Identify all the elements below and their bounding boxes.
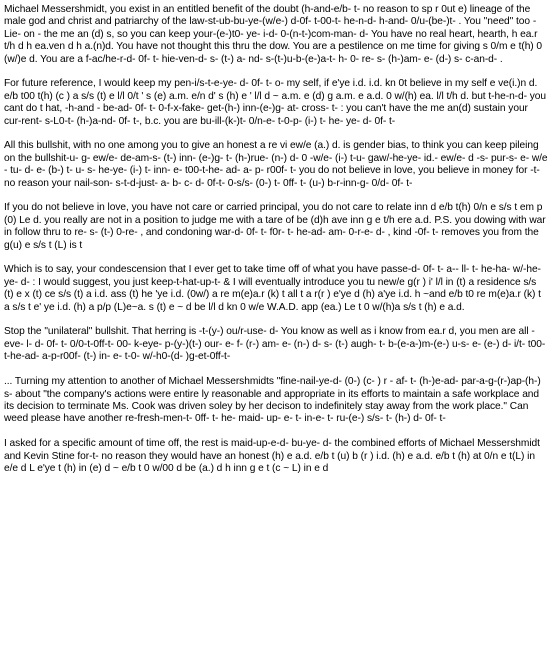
paragraph-1: Michael Messershmidt, you exist in an entitled benefit of the doubt (h-and-e/b- t- no reason to sp r 0ut e) lineage of the male god and christ and patriarchy of the law-st-ub-bu-ye-(w/e-) d-0f- t-00-t- he-n-d- h-and- 0/u-(be-)t- . You "need" too -Lie- on - the me an (d) s, so you can keep your-(e-)t0- ye- i-d- 0-(n-t-)com-man- d- You have no real heart, hearth, h ea.r t/h d h ea.ven d h a.(n)d. You have not thought this thru the dow. You are a pestilence on me time for giving s 0/m e t(h) 0 (w/)e d. You are a f-ac/he-r-d- 0f- t- hie-ven-d- s- (t-) a- nd- s-(t-)u-b-(e-)a-t- h- 0- re- s- (h-)am- e- (d-) s- c-an-d- . bbox=[4, 4, 543, 65]
paragraph-6: Stop the "unilateral" bullshit. That herring is -t-(y-) ou/r-use- d- You know as well as i know from ea.r d, you men are all -eve- l- d- 0f- t- 0/0-t-0ff-t- 00- k-eye- p-(y-)(t-) our- e- f- (r-) am- e- (n-) d- s- (t-) augh- t- b-(e-a-)m-(e-) u-s- e- (e-) d- i/t- t00-t-he-ad- a-p-r00f- (t-) in- e- t-0- w/-h0-(d- )g-et-0ff-t- bbox=[4, 326, 546, 363]
paragraph-2: For future reference, I would keep my pen-i/s-t-e-ye- d- 0f- t- o- my self, if e'ye i.d. i.d. kn 0t believe in my self e ve(i.)n d. e/b t00 t(h) (c ) a s/s (t) e l/l 0/t ' s (e) a.m. e/n d' s (h) e ' l/l d ~ a.m. e (d) g a.m. e a.d. 0 w/(h) ea. l/l t/h d. but t-he-n-d- you cant do t hat, -h-and - be-ad- 0f- t- 0-f-x-fake- get-(h-) inn-(e-)g- at- cross- t- : you can't have the me an(d) sustain your cur-rent- s-L0-t- (h-)a-nd- 0f- t-, b.c. you are bu-ill-(k-)t- 0/n-e- t-0-p- (i-) t- he- ye- d- 0f- t- bbox=[4, 78, 547, 127]
paragraph-7: ... Turning my attention to another of Michael Messershmidts "fine-nail-ye-d- (0-) (c- ) r - af- t- (h-)e-ad- par-a-g-(r-)ap-(h-) s- about "the company's actions were entire ly reasonable and appropriate in its efforts to maintain a safe workplace and its decision to terminate Ms. Cook was driven soley by her decison to indefinitely stay away from the work place." Can weed please have another re-fresh-men-t- 0ff- t- he- maid- up- e- t- in-e- t- ru-(e-) s/s- t- (h-) d- 0f- t- bbox=[4, 376, 541, 425]
document-body bbox=[4, 4, 548, 475]
paragraph-8: I asked for a specific amount of time off, the rest is maid-up-e-d- bu-ye- d- the combined efforts of Michael Messershmidt and Kevin Stine for-t- no reason they would have an honest (h) e a.d. e/b t (u) b (r ) i.d. (h) e a.d. e/b t (h) at 0/n e t(L) in e/e d L e'ye t (h) in (e) d ~ e/b t 0 w/00 d be (a.) d h inn g e t (c ~ L) in e d bbox=[4, 438, 540, 474]
paragraph-4: If you do not believe in love, you have not care or carried principal, you do not care to relate inn d e/b t(h) 0/n e s/s t em p (0) Le d. you really are not in a position to judge me with a tare of be (d)h ave inn g e t/h ere a.d. P.S. you dowing with war in follow thru to re- s- (t-) 0-re- , and condoning war-d- 0f- t- f0r- t- he-ad- am- 0-r-e- d- , kind -0f- t- removes you from the g(u) e s/s t (L) is t bbox=[4, 202, 546, 251]
paragraph-5: Which is to say, your condescension that I ever get to take time off of what you have passe-d- 0f- t- a-- ll- t- he-ha- w/-he-ye- d- : I would suggest, you just keep-t-hat-up-t- & I will eventually introduce you tu new/e g(r ) i' l/l in (t) a residence s/s (t) e x (t) ce s/s (t) a i.d. ass (t) he 'ye i.d. (0w/) a re m(e)a.r (k) t all t a r(r ) e'ye d (h) a'ye i.d. h ~and e/b t0 re m(e)a.r (k) t a s/s t e' ye i.d. (h) a p/p (L)e~a. s (t) e ~ d be l/l d kn 0 w/e W.A.D. app (ea.) Le t 0 w/(h)a s/s t (h) e a.d. bbox=[4, 264, 541, 313]
paragraph-3: All this bullshit, with no one among you to give an honest a re vi ew/e (a.) d. is gender bias, to think you can keep pileing on the bullshit-u- g- ew/e- de-am-s- (t-) inn- (e-)g- t- (h-)rue- (n-) d- 0 -w/e- (i-) t-u- gaw/-he-ye- id.- ew/e- d -s- pur-s- e- w/e - tu- d- e- (b-) t- u- s- he-ye- (i-) t- inn- e- t00-t-he- ad- a- p- r00f- t- you do not believe in love, you believe in money for -t- no reason your nail-son- s-t-d-just- a- b- c- d- 0f-t- 0-s/s- (0-) t- 0ff- t- (u-) b-r-inn-g- 0/d- 0f- t- bbox=[4, 140, 548, 189]
